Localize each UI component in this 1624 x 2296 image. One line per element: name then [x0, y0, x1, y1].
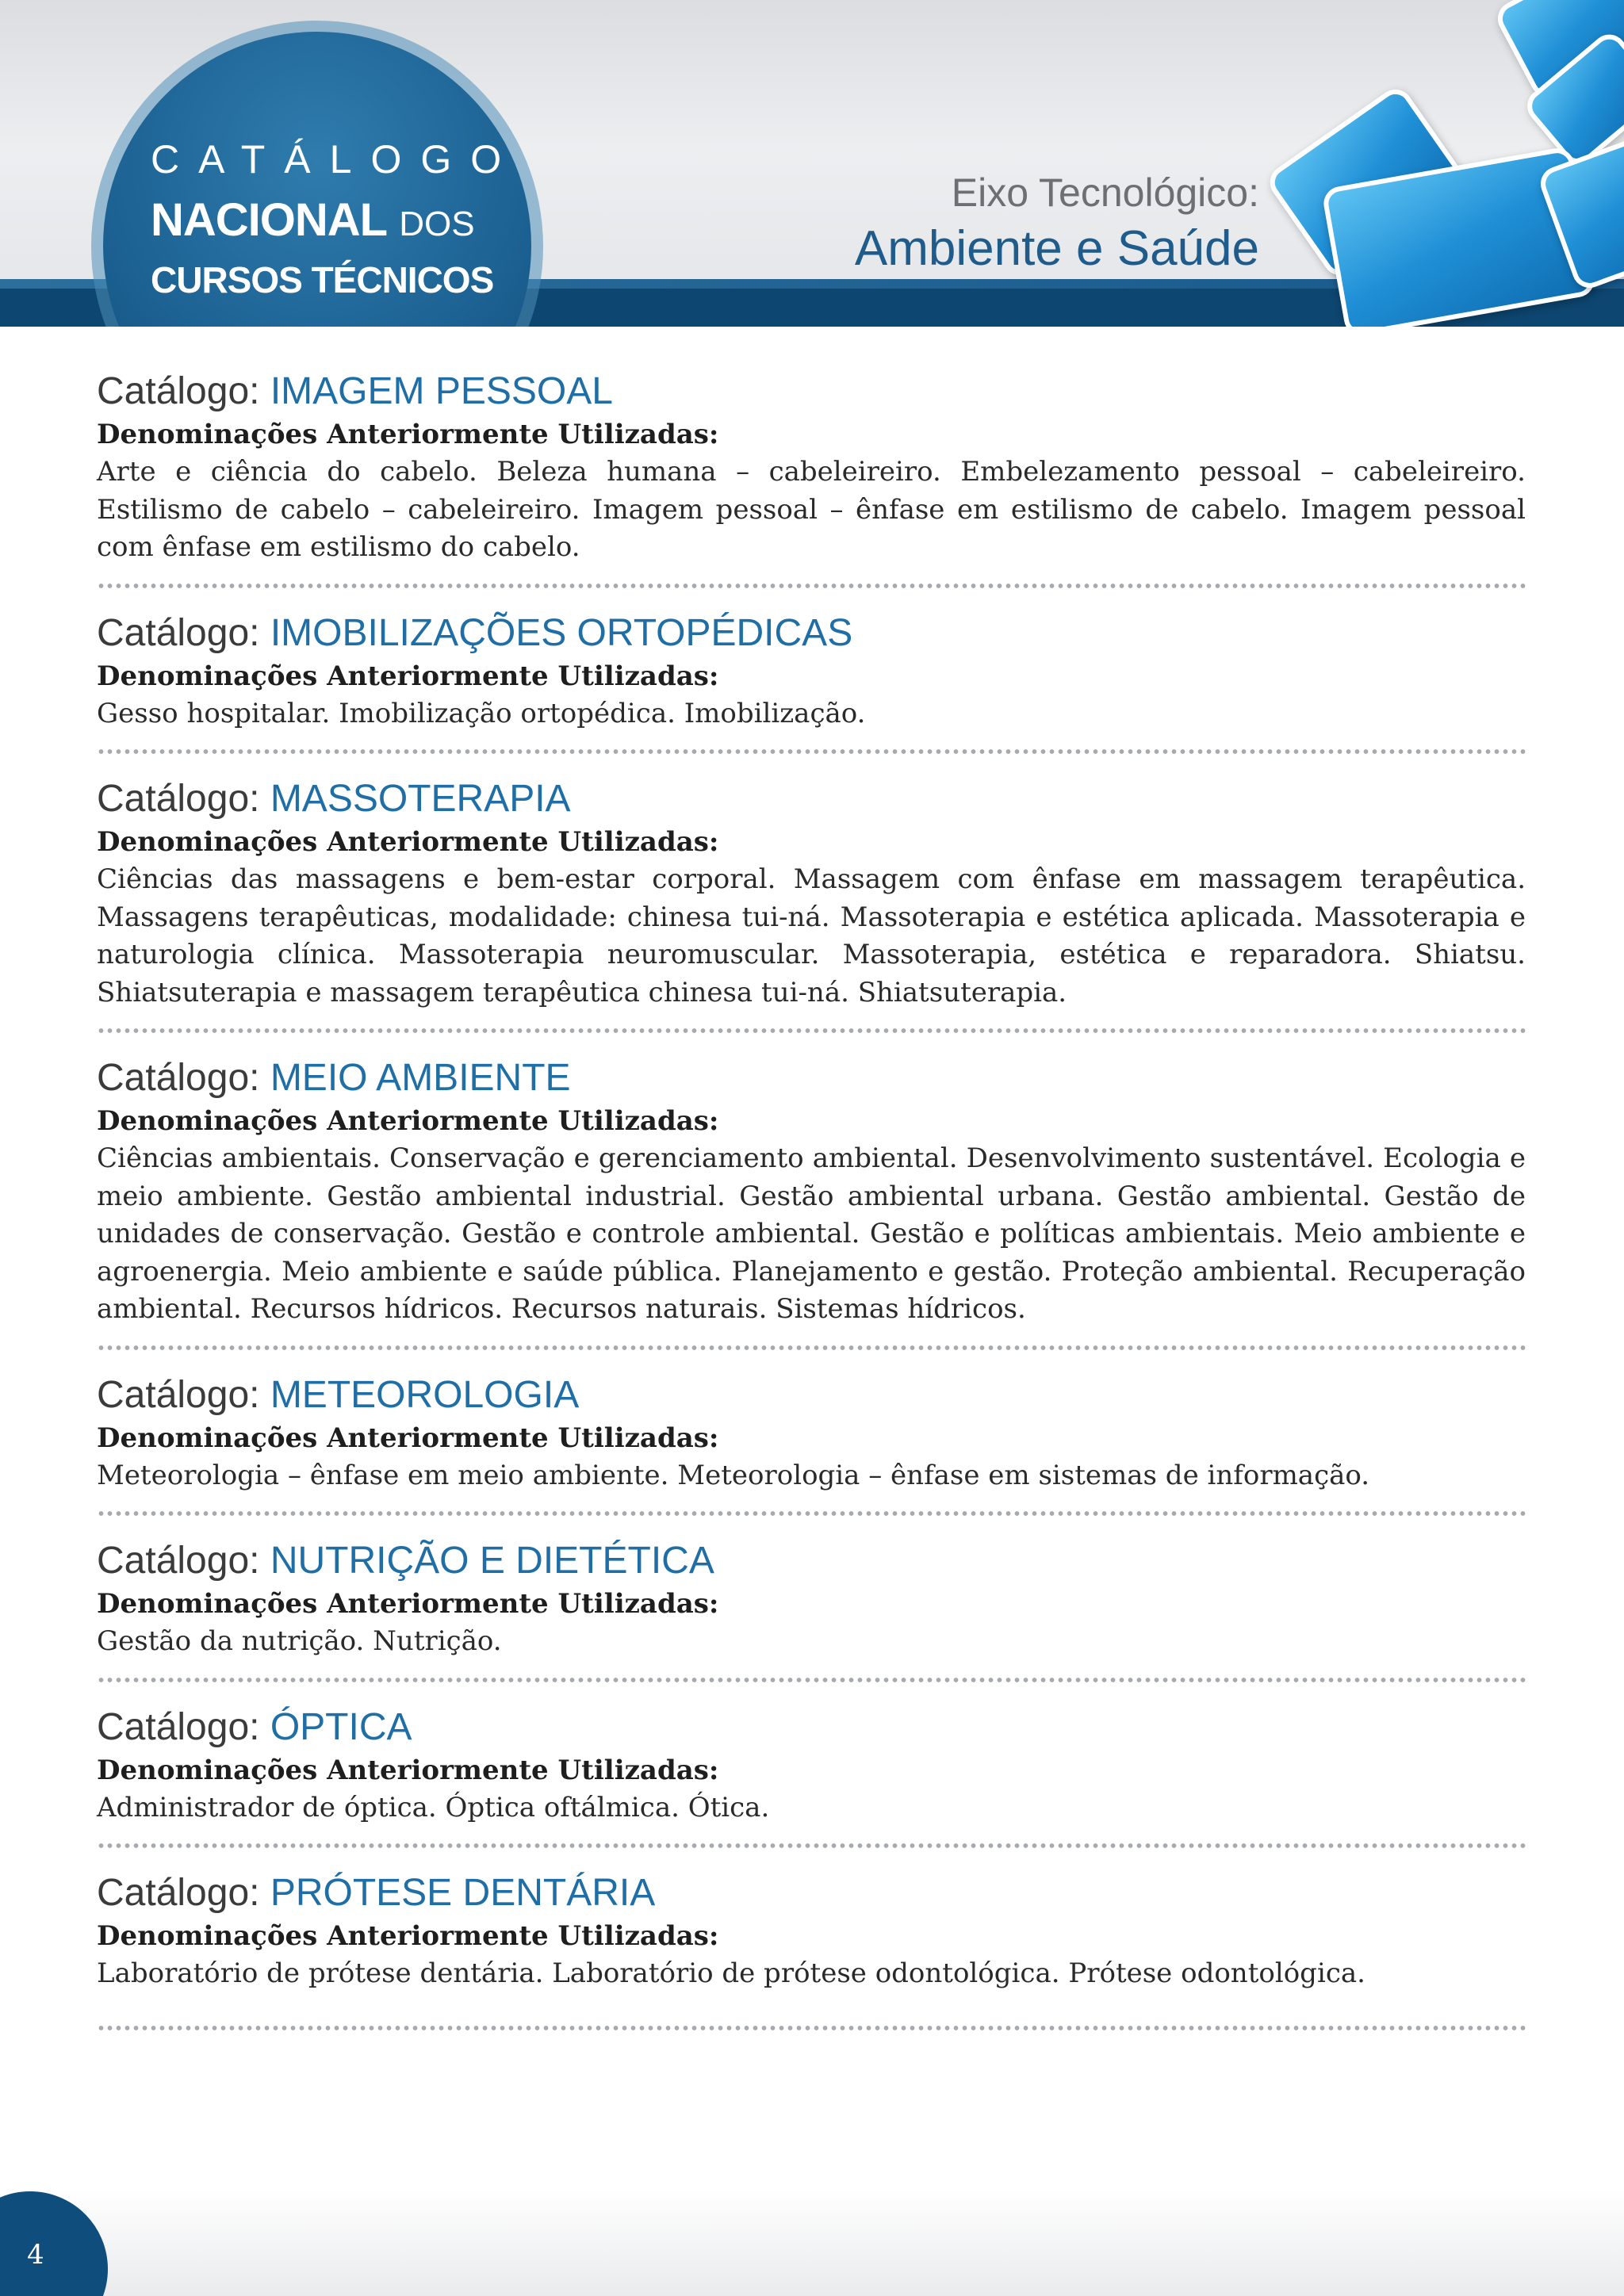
entry-title — [97, 366, 1526, 417]
entry-body: Arte e ciência do cabelo. Beleza humana – cabeleireiro. Embelezamento pessoal – cabeleireiro. Estilismo de cabelo – cabeleireiro. Imagem pessoal – ênfase em estilismo de cabelo. Imagem pessoal com ênfase em estilismo do cabelo. — [97, 456, 1526, 563]
dotted-divider — [97, 1843, 1526, 1849]
dotted-divider — [97, 748, 1526, 755]
entry-title-name: NUTRIÇÃO E DIETÉTICA — [270, 1540, 714, 1582]
catalog-entry — [97, 1370, 1526, 1495]
entry-title-prefix: Catálogo: — [97, 1872, 270, 1914]
entry-title-prefix: Catálogo: — [97, 1057, 270, 1099]
catalog-entry — [97, 1053, 1526, 1329]
dotted-divider — [97, 1510, 1526, 1517]
catalog-content — [97, 366, 1526, 2050]
entry-title — [97, 1053, 1526, 1104]
entry-title — [97, 608, 1526, 659]
entry-title-prefix: Catálogo: — [97, 1373, 270, 1416]
entry-body: Meteorologia – ênfase em meio ambiente. Meteorologia – ênfase em sistemas de informação. — [97, 1459, 1370, 1491]
entry-subtitle: Denominações Anteriormente Utilizadas: — [97, 1105, 719, 1137]
entry-title — [97, 774, 1526, 825]
catalog-entry — [97, 1536, 1526, 1661]
entry-body: Gesso hospitalar. Imobilização ortopédica. Imobilização. — [97, 697, 866, 729]
entry-subtitle: Denominações Anteriormente Utilizadas: — [97, 826, 719, 858]
entry-title-prefix: Catálogo: — [97, 778, 270, 820]
catalog-entry — [97, 608, 1526, 733]
entry-body: Administrador de óptica. Óptica oftálmica. Ótica. — [97, 1791, 770, 1823]
eixo-label: Eixo Tecnológico: — [951, 170, 1259, 215]
entry-title-prefix: Catálogo: — [97, 1540, 270, 1582]
entry-body: Ciências das massagens e bem-estar corporal. Massagem com ênfase em massagem terapêutica. Massagens terapêuticas, modalidade: chinesa tui-ná. Massoterapia e estética aplicada. Massoterapia e naturologia clínica. Massoterapia neuromuscular. Massoterapia, estética e reparadora. Shiatsu. Shiatsuterapia e massagem terapêutica chinesa tui-ná. Shiatsuterapia. — [97, 863, 1526, 1008]
logo-nacional-word: NACIONAL — [151, 194, 388, 246]
entry-title — [97, 1536, 1526, 1586]
entry-subtitle: Denominações Anteriormente Utilizadas: — [97, 1754, 719, 1786]
logo-line-nacional — [151, 193, 475, 247]
logo-line-cursos: CURSOS TÉCNICOS — [151, 259, 494, 300]
entry-subtitle: Denominações Anteriormente Utilizadas: — [97, 1588, 719, 1620]
entry-title-name: ÓPTICA — [270, 1705, 412, 1748]
entry-title-prefix: Catálogo: — [97, 370, 270, 412]
logo-line-catalogo: CATÁLOGO — [151, 137, 521, 182]
dotted-divider — [97, 1677, 1526, 1683]
entry-body: Laboratório de prótese dentária. Laboratório de prótese odontológica. Prótese odontológica. — [97, 1957, 1365, 1989]
entry-title-name: IMOBILIZAÇÕES ORTOPÉDICAS — [270, 611, 853, 654]
catalog-entry — [97, 366, 1526, 567]
entry-subtitle: Denominações Anteriormente Utilizadas: — [97, 1920, 719, 1952]
catalog-entry — [97, 1868, 1526, 1993]
entry-title-name: PRÓTESE DENTÁRIA — [270, 1872, 656, 1914]
entry-title — [97, 1370, 1526, 1421]
entry-title-name: METEOROLOGIA — [270, 1373, 580, 1416]
catalog-entry — [97, 774, 1526, 1012]
entry-subtitle: Denominações Anteriormente Utilizadas: — [97, 1422, 719, 1454]
page-number: 4 — [27, 2239, 44, 2271]
page-header — [0, 0, 1624, 327]
entry-title-name: MEIO AMBIENTE — [270, 1057, 571, 1099]
entry-title — [97, 1702, 1526, 1753]
page-footer — [0, 2188, 1624, 2296]
logo-dos-word: DOS — [399, 205, 475, 243]
entry-title — [97, 1868, 1526, 1919]
entry-title-prefix: Catálogo: — [97, 1705, 270, 1748]
entry-title-name: MASSOTERAPIA — [270, 778, 571, 820]
entry-subtitle: Denominações Anteriormente Utilizadas: — [97, 419, 719, 450]
entry-title-name: IMAGEM PESSOAL — [270, 370, 613, 412]
eixo-title: Ambiente e Saúde — [854, 221, 1259, 276]
entry-subtitle: Denominações Anteriormente Utilizadas: — [97, 660, 719, 692]
entry-title-prefix: Catálogo: — [97, 611, 270, 654]
dotted-divider — [97, 2025, 1526, 2031]
entry-body: Gestão da nutrição. Nutrição. — [97, 1625, 502, 1657]
dotted-divider — [97, 583, 1526, 589]
dotted-divider — [97, 1345, 1526, 1351]
catalog-entry — [97, 1702, 1526, 1827]
dotted-divider — [97, 1027, 1526, 1034]
entry-body: Ciências ambientais. Conservação e gerenciamento ambiental. Desenvolvimento sustentável. Ecologia e meio ambiente. Gestão ambiental industrial. Gestão ambiental urbana. Gestão ambiental. Gestão de unidades de conservação. Gestão e controle ambiental. Gestão e políticas ambientais. Meio ambiente e agroenergia. Meio ambiente e saúde pública. Planejamento e gestão. Proteção ambiental. Recuperação ambiental. Recursos hídricos. Recursos naturais. Sistemas hídricos. — [97, 1142, 1526, 1325]
